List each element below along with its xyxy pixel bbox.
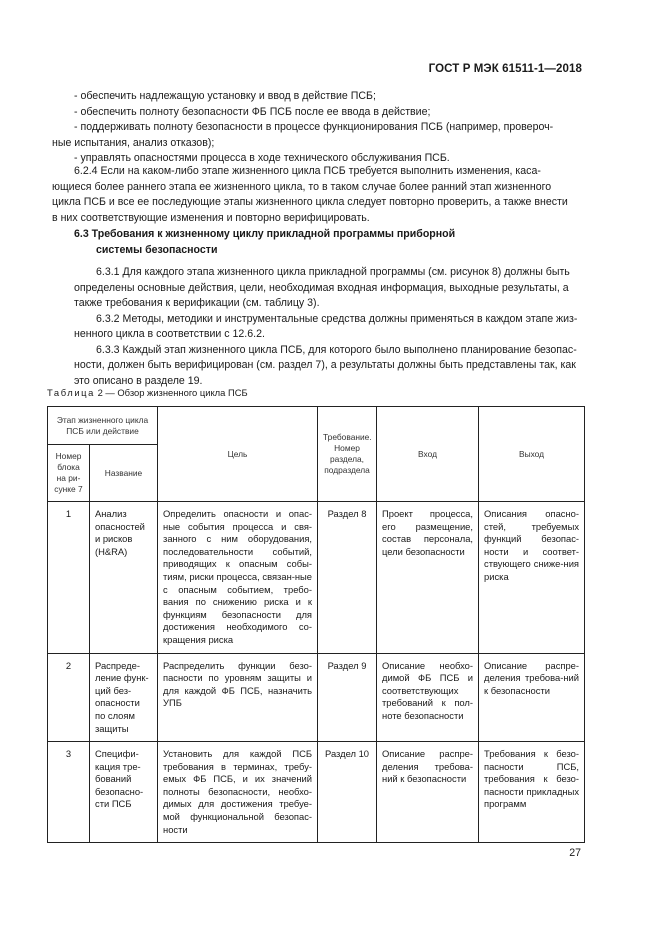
table-row [48, 502, 585, 654]
table-row [48, 653, 585, 742]
cell-input: Проект процесса, его размещение, состав персонала, цели безопасности [377, 502, 479, 654]
paragraph-line: ненного цикла в соответствии с 12.6.2. [74, 328, 265, 340]
cell-name: Распреде-ление функ-ций без-опасности по слоям защиты [90, 653, 158, 742]
table-caption [47, 387, 248, 398]
cell-name: Анализ опасностей и рисков (H&RA) [90, 502, 158, 654]
paragraph-line: 6.2.4 Если на каком-либо этапе жизненного цикла ПСБ требуется выполнить изменения, каса- [74, 165, 541, 177]
section-heading [74, 227, 584, 258]
bullet-item-continuation: ные испытания, анализ отказов); [52, 136, 215, 149]
paragraph-line: 6.3.1 Для каждого этапа жизненного цикла прикладной программы (см. рисунок 8) должны быть [96, 266, 570, 278]
header-name: Название [90, 445, 158, 502]
header-number: Номер блока на ри-сунке 7 [48, 445, 90, 502]
document-code-header: ГОСТ Р МЭК 61511-1—2018 [428, 63, 582, 75]
table-caption-word: Таблица [47, 387, 95, 398]
cell-number: 1 [48, 502, 90, 654]
table-row [48, 742, 585, 843]
cell-requirement: Раздел 9 [318, 653, 377, 742]
cell-requirement: Раздел 10 [318, 742, 377, 843]
paragraph-line: это описано в разделе 19. [74, 374, 203, 387]
header-requirement: Требование. Номер раздела, подраздела [318, 407, 377, 502]
paragraph-line: 6.3.2 Методы, методики и инструментальные средства должны применяться в каждом этапе жиз- [96, 312, 578, 325]
section-title-line: системы безопасности [96, 243, 218, 256]
header-output: Выход [479, 407, 585, 502]
cell-output: Описание распре-деления требова-ний к безопасности [479, 653, 585, 742]
cell-name: Специфи-кация тре-бований безопасно-сти ПСБ [90, 742, 158, 843]
cell-number: 2 [48, 653, 90, 742]
paragraph-line: цикла ПСБ и все ее последующие этапы жизненного цикла следует повторно проверить, а также внести [52, 196, 568, 208]
cell-input: Описание распре-деления требова-ний к безопасности [377, 742, 479, 843]
paragraph-line: ности, должен быть верифицирован (см. раздел 7), а результаты должны быть представлены так, как [74, 359, 576, 371]
cell-goal: Установить для каждой ПСБ требования в терминах, требу-емых ФБ ПСБ, и их значений полноты безопасности, необхо-димых для достижения требуе-мой функциональной безопас-ности [158, 742, 318, 843]
table-header-row [48, 407, 585, 445]
bullet-item: - поддерживать полноту безопасности в процессе функционирования ПСБ (например, провероч- [74, 121, 554, 133]
cell-input: Описание необхо-димой ФБ ПСБ и соответствующих требований к пол-ноте безопасности [377, 653, 479, 742]
paragraph-line: в них соответствующие изменения и повторно верифицировать. [52, 211, 370, 224]
paragraph-line: определены основные действия, цели, необходимая входная информация, выходные результаты, а [74, 281, 569, 294]
section-title-line: 6.3 Требования к жизненному циклу прикладной программы приборной [74, 228, 456, 240]
cell-output: Описания опасно-стей, требуемых функций безопас-ности и соответ-ствующего сниже-ния риска [479, 502, 585, 654]
cell-goal: Распределить функции безо-пасности по уровням защиты и для каждой ФБ ПСБ, назначить УПБ [158, 653, 318, 742]
cell-output: Требования к безо-пасности ПСБ, требования к безо-пасности прикладных программ [479, 742, 585, 843]
cell-requirement: Раздел 8 [318, 502, 377, 654]
paragraph-line: 6.3.3 Каждый этап жизненного цикла ПСБ, для которого было выполнено планирование безопас- [96, 343, 577, 356]
header-goal: Цель [158, 407, 318, 502]
bullet-item: - обеспечить надлежащую установку и ввод в действие ПСБ; [74, 90, 376, 102]
header-input: Вход [377, 407, 479, 502]
bullet-item: - управлять опасностями процесса в ходе технического обслуживания ПСБ. [74, 152, 450, 164]
page-number: 27 [569, 847, 581, 859]
paragraph-6-2-4 [52, 164, 584, 226]
table-caption-text: 2 — Обзор жизненного цикла ПСБ [94, 387, 248, 398]
bullet-list [52, 89, 584, 167]
paragraph-line: ющиеся более раннего этапа ее жизненного цикла, то в таком случае более ранний этап жизненного [52, 180, 552, 193]
paragraph-6-3-1 [74, 265, 584, 389]
bullet-item: - обеспечить полноту безопасности ФБ ПСБ после ее ввода в действие; [74, 105, 431, 118]
cell-number: 3 [48, 742, 90, 843]
cell-goal: Определить опасности и опас-ные события процесса и свя-занного с ним оборудования, последовательности событий, приводящих к опасным собы-тиям, риски процесса, связан-ные с опасным событием, требо-вания по снижению риска и к функциям безопасности для достижения необходимого со-кращения риска [158, 502, 318, 654]
header-group: Этап жизненного цикла ПСБ или действие [48, 407, 158, 445]
paragraph-line: также требования к верификации (см. таблицу 3). [74, 297, 320, 309]
lifecycle-table [47, 406, 585, 843]
